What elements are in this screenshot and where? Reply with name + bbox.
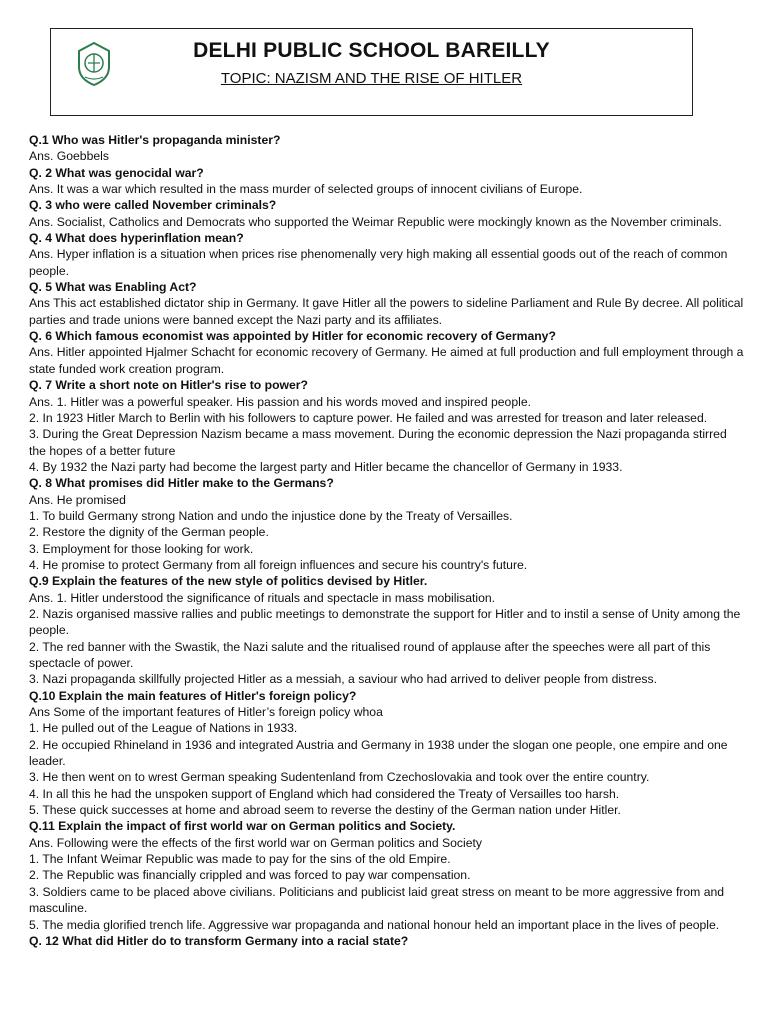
answer-line: Ans. 1. Hitler was a powerful speaker. His passion and his words moved and inspired people. xyxy=(29,394,531,409)
answer-line: Ans. It was a war which resulted in the mass murder of selected groups of innocent civilians of Europe. xyxy=(29,182,583,197)
question-line: Q. 7 Write a short note on Hitler's rise to power? xyxy=(29,378,308,393)
answer-line: Ans Some of the important features of Hitler’s foreign policy whoa xyxy=(29,705,383,720)
question-line: Q. 12 What did Hitler do to transform Germany into a racial state? xyxy=(29,933,409,948)
answer-line: 4. He promise to protect Germany from all foreign influences and secure his country's future. xyxy=(29,557,528,572)
question-line: Q. 3 who were called November criminals? xyxy=(29,198,277,213)
topic-title: TOPIC: NAZISM AND THE RISE OF HITLER xyxy=(220,70,523,87)
answer-line: 1. He pulled out of the League of Nations in 1933. xyxy=(29,721,298,736)
answer-line: 3. He then went on to wrest German speaking Sudentenland from Czechoslovakia and took over the entire country. xyxy=(29,770,650,785)
question-line: Q. 4 What does hyperinflation mean? xyxy=(29,231,244,246)
qa-content xyxy=(29,132,745,949)
answer-line: 2. The Republic was financially crippled and was forced to pay war compensation. xyxy=(29,868,471,883)
answer-line: Ans. 1. Hitler understood the significance of rituals and spectacle in mass mobilisation. xyxy=(29,590,496,605)
answer-line: Ans. Socialist, Catholics and Democrats who supported the Weimar Republic were mockingly known as the November criminals. xyxy=(29,214,722,229)
question-line: Q. 8 What promises did Hitler make to the Germans? xyxy=(29,476,334,491)
question-line: Q.11 Explain the impact of first world war on German politics and Society. xyxy=(29,819,456,834)
answer-line: 2. In 1923 Hitler March to Berlin with his followers to capture power. He failed and was arrested for treason and later released. xyxy=(29,410,708,425)
answer-line: 2. Restore the dignity of the German people. xyxy=(29,525,269,540)
question-line: Q.1 Who was Hitler's propaganda minister? xyxy=(29,133,281,147)
answer-line: 3. During the Great Depression Nazism became a mass movement. During the economic depression the Nazi propaganda stirred the hopes of a better future xyxy=(29,427,727,458)
question-line: Q.10 Explain the main features of Hitler's foreign policy? xyxy=(29,688,357,703)
answer-line: 3. Nazi propaganda skillfully projected Hitler as a messiah, a saviour who had arrived to deliver people from distress. xyxy=(29,672,657,687)
question-line: Q. 6 Which famous economist was appointed by Hitler for economic recovery of Germany? xyxy=(29,329,556,344)
answer-line: 5. The media glorified trench life. Aggressive war propaganda and national honour held an important place in the lives of people. xyxy=(29,917,720,932)
answer-line: 2. Nazis organised massive rallies and public meetings to demonstrate the support for Hitler and to instil a sense of Unity among the people. xyxy=(29,606,741,638)
answer-line: 4. In all this he had the unspoken support of England which had considered the Treaty of Versailles too harsh. xyxy=(29,786,620,801)
answer-line: 3. Soldiers came to be placed above civilians. Politicians and publicist laid great stress on meant to be more aggressive from and masculine. xyxy=(29,884,725,916)
answer-line: Ans. He promised xyxy=(29,492,126,507)
answer-line: Ans. Goebbels xyxy=(29,149,109,164)
answer-line: Ans. Hitler appointed Hjalmer Schacht for economic recovery of Germany. He aimed at full production and full employment through a state funded work creation program. xyxy=(29,345,744,376)
answer-line: 4. By 1932 the Nazi party had become the largest party and Hitler became the chancellor of Germany in 1933. xyxy=(29,459,623,474)
question-line: Q. 2 What was genocidal war? xyxy=(29,165,204,180)
answer-line: Ans. Following were the effects of the first world war on German politics and Society xyxy=(29,835,482,850)
school-name: DELHI PUBLIC SCHOOL BAREILLY xyxy=(193,39,550,62)
answer-line: 1. To build Germany strong Nation and undo the injustice done by the Treaty of Versailles. xyxy=(29,508,513,523)
answer-line: Ans This act established dictator ship in Germany. It gave Hitler all the powers to sideline Parliament and Rule By decree. All political parties and trade unions were banned except the Nazi party and its affiliates. xyxy=(29,296,744,327)
answer-line: Ans. Hyper inflation is a situation when prices rise phenomenally very high making all essential goods out of the reach of common people. xyxy=(29,247,728,278)
header-box xyxy=(50,28,693,116)
question-line: Q.9 Explain the features of the new style of politics devised by Hitler. xyxy=(29,574,428,589)
answer-line: 1. The Infant Weimar Republic was made to pay for the sins of the old Empire. xyxy=(29,852,451,867)
question-line: Q. 5 What was Enabling Act? xyxy=(29,280,197,295)
answer-line: 5. These quick successes at home and abroad seem to reverse the destiny of the German nation under Hitler. xyxy=(29,803,621,818)
answer-line: 2. The red banner with the Swastik, the Nazi salute and the ritualised round of applause after the speeches were all part of this spectacle of power. xyxy=(29,639,711,670)
answer-line: 2. He occupied Rhineland in 1936 and integrated Austria and Germany in 1938 under the slogan one people, one empire and one leader. xyxy=(29,737,728,769)
answer-line: 3. Employment for those looking for work. xyxy=(29,541,254,556)
